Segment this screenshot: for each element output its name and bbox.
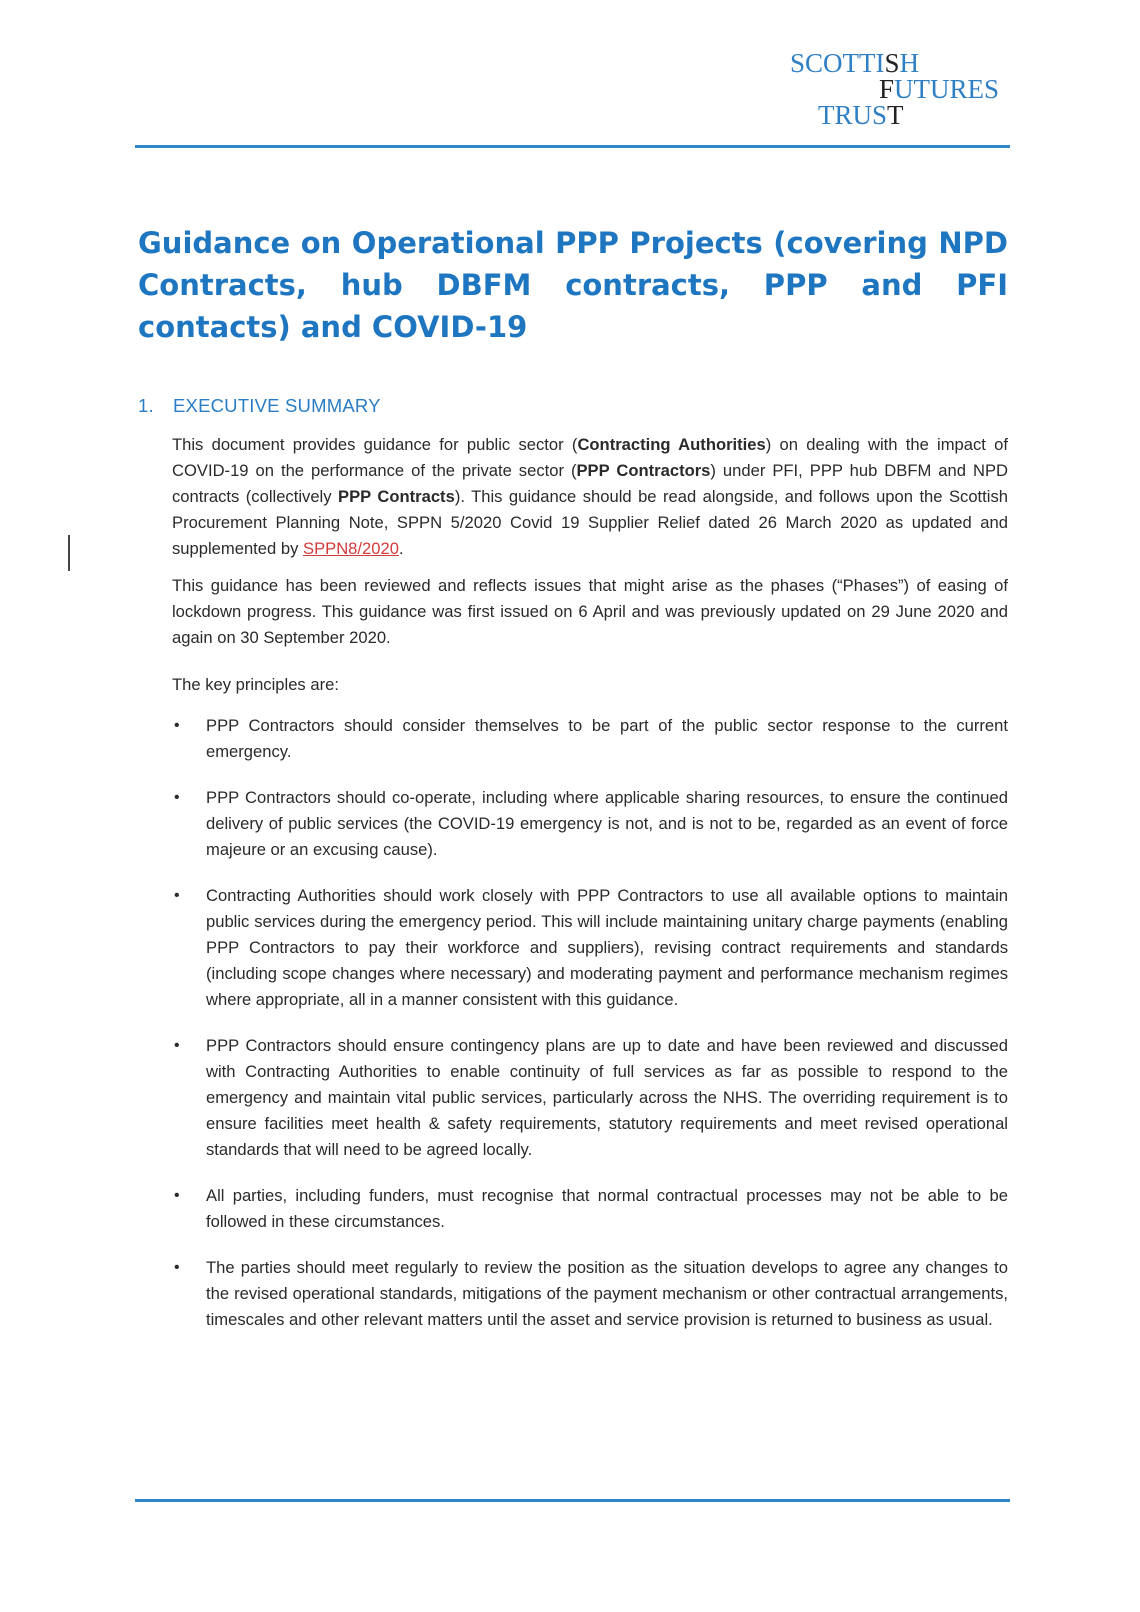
list-item bbox=[172, 1033, 1008, 1163]
term-contracting-authorities: Contracting Authorities bbox=[577, 435, 766, 454]
logo-text: TRUS bbox=[818, 100, 888, 130]
paragraph-review: This guidance has been reviewed and reflects issues that might arise as the phases (“Phases”) of easing of lockdown progress. This guidance was first issued on 6 April and was previously updated on 29 June 2020 and again on 30 September 2020. bbox=[172, 576, 1008, 647]
logo-text: T bbox=[887, 100, 904, 130]
section-title: EXECUTIVE SUMMARY bbox=[173, 395, 381, 416]
list-item bbox=[172, 785, 1008, 863]
text-run: ) under PFI, PPP hub DBFM and NPD contracts (collectively bbox=[172, 461, 1008, 506]
footer-divider bbox=[135, 1499, 1010, 1502]
text-run: ) on dealing with the impact of COVID-19 on the performance of the private sector ( bbox=[172, 435, 1008, 480]
list-item-text: PPP Contractors should co-operate, including where applicable sharing resources, to ensure the continued delivery of public services (the COVID-19 emergency is not, and is not to be, regarded as an event of force majeure or an excusing cause). bbox=[206, 788, 1008, 859]
logo-text: H bbox=[899, 48, 920, 78]
logo-text: F bbox=[879, 74, 895, 104]
logo-line-1 bbox=[790, 50, 919, 76]
list-item bbox=[172, 1183, 1008, 1235]
list-item bbox=[172, 883, 1008, 1013]
paragraph-key-principles: The key principles are: bbox=[172, 675, 339, 694]
bullet-icon: • bbox=[174, 1037, 180, 1054]
key-principles-list bbox=[172, 713, 1008, 1353]
bullet-icon: • bbox=[174, 1259, 180, 1276]
list-item-text: Contracting Authorities should work closely with PPP Contractors to use all available options to maintain public services during the emergency period. This will include maintaining unitary charge payments (enabling PPP Contractors to pay their workforce and suppliers), revising contract requirements and standards (including scope changes where necessary) and moderating payment and performance mechanism regimes where appropriate, all in a manner consistent with this guidance. bbox=[206, 886, 1008, 1009]
paragraph-intro bbox=[172, 432, 1008, 562]
text-run: ). This guidance should be read alongside, and follows upon the Scottish Procurement Planning Note, SPPN 5/2020 Covid 19 Supplier Relief dated 26 March 2020 as updated and supplemented by bbox=[172, 487, 1008, 558]
logo-text: S bbox=[884, 48, 900, 78]
text-run: . bbox=[398, 539, 404, 558]
document-title: Guidance on Operational PPP Projects (covering NPD Contracts, hub DBFM contracts, PPP and PFI contacts) and COVID-19 bbox=[138, 226, 1008, 344]
sppn-link[interactable]: SPPN8/2020 bbox=[303, 539, 399, 558]
list-item bbox=[172, 713, 1008, 765]
logo-text: SCOTTI bbox=[790, 48, 885, 78]
term-ppp-contracts: PPP Contracts bbox=[338, 487, 455, 506]
bullet-icon: • bbox=[174, 887, 180, 904]
logo-text: UTURES bbox=[894, 74, 1000, 104]
scottish-futures-trust-logo bbox=[790, 50, 1010, 130]
section-heading bbox=[138, 395, 1008, 417]
list-item-text: All parties, including funders, must recognise that normal contractual processes may not be able to be followed in these circumstances. bbox=[206, 1186, 1008, 1231]
text-cursor-marker bbox=[68, 535, 70, 571]
bullet-icon: • bbox=[174, 789, 180, 806]
list-item-text: PPP Contractors should ensure contingency plans are up to date and have been reviewed and discussed with Contracting Authorities to enable continuity of full services as far as possible to respond to the emergency and maintain vital public services, particularly across the NHS. The overriding requirement is to ensure facilities meet health & safety requirements, statutory requirements and meet revised operational standards that will need to be agreed locally. bbox=[206, 1036, 1008, 1159]
bullet-icon: • bbox=[174, 717, 180, 734]
text-run: This document provides guidance for public sector ( bbox=[172, 435, 578, 454]
header-divider bbox=[135, 145, 1010, 148]
logo-line-3 bbox=[818, 102, 904, 128]
list-item-text: The parties should meet regularly to review the position as the situation develops to agree any changes to the revised operational standards, mitigations of the payment mechanism or other contractual arrangements, timescales and other relevant matters until the asset and service provision is returned to business as usual. bbox=[206, 1258, 1008, 1329]
section-number: 1. bbox=[138, 395, 154, 416]
list-item bbox=[172, 1255, 1008, 1333]
bullet-icon: • bbox=[174, 1187, 180, 1204]
list-item-text: PPP Contractors should consider themselves to be part of the public sector response to the current emergency. bbox=[206, 716, 1008, 761]
term-ppp-contractors: PPP Contractors bbox=[576, 461, 711, 480]
logo-line-2 bbox=[879, 76, 999, 102]
